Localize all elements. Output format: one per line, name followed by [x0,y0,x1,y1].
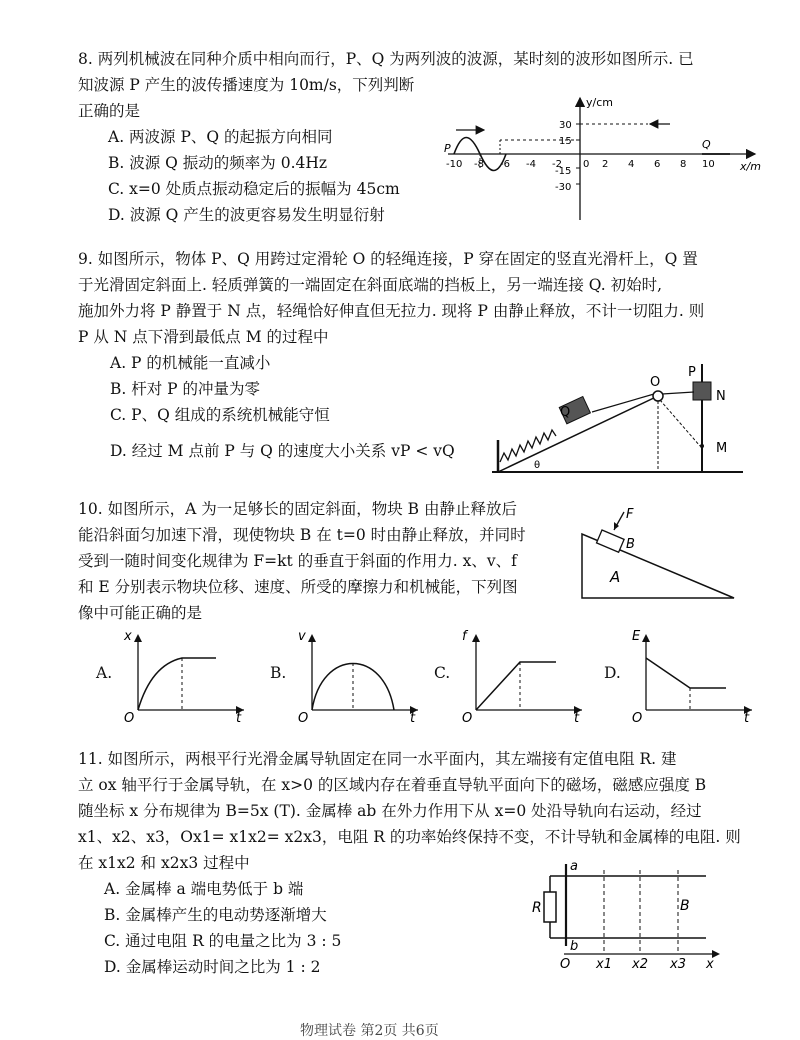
q11-label-field: B [680,898,690,914]
q10-label-a: A [610,568,621,586]
q11-option-a[interactable]: A. 金属棒 a 端电势低于 b 端 [104,880,304,898]
q11-stem-line-2: 立 ox 轴平行于金属导轨，在 x>0 的区域内存在着垂直导轨平面向下的磁场，磁感应强度 B [78,776,707,794]
q8-ytick-neg15: -15 [555,166,572,177]
q11-stem-line-3: 随坐标 x 分布规律为 B=5x (T). 金属棒 ab 在外力作用下从 x=0 处沿导轨向右运动，经过 [78,802,702,820]
q9-stem-line-1: 9. 如图所示，物体 P、Q 用跨过定滑轮 O 的轻绳连接，P 穿在固定的竖直光滑杆上，Q 置 [78,250,698,268]
q10-graph-a-plot [120,630,250,722]
q10-graph-c-ylabel: f [462,630,467,644]
q10-graph-d-curve [646,658,726,688]
q8-ytick-neg30: -30 [555,182,572,193]
q10-graph-d-label: D. [604,664,621,682]
q10-graph-a-origin: O [124,711,135,722]
q10-graph-a-label: A. [96,664,113,682]
q8-xtick: 2 [602,159,609,170]
q11-stem-line-4: x1、x2、x3，Ox1= x1x2= x2x3，电阻 R 的功率始终保持不变，不计导轨和金属棒的电阻. 则 [78,828,741,846]
q8-xtick: 4 [628,159,635,170]
q8-option-a[interactable]: A. 两波源 P、Q 的起振方向相同 [108,128,333,146]
q11-label-x3: x3 [670,957,686,970]
page-footer: 物理试卷 第2页 共6页 [300,1023,439,1039]
q10-label-b: B [626,537,635,552]
q8-wave-figure [440,92,770,232]
q8-xtick: 6 [654,159,661,170]
q8-xtick: -2 [552,159,562,170]
q10-graph-c-origin: O [462,711,473,722]
q9-dashed-rope-m [660,400,700,446]
q10-stem-line-1: 10. 如图所示，A 为一足够长的固定斜面，物块 B 由静止释放后 [78,500,517,518]
q11-label-x2: x2 [632,957,648,970]
q8-stem-line-3: 正确的是 [78,102,141,120]
q9-label-angle: θ [534,460,541,471]
q9-block-p [693,382,711,400]
q8-xtick: -8 [474,159,484,170]
q10-graph-c-xlabel: t [574,711,580,722]
q10-stem-line-3: 受到一随时间变化规律为 F=kt 的垂直于斜面的作用力. x、v、f [78,552,517,570]
q10-graph-c-curve [476,662,556,710]
q11-label-a: a [570,859,578,874]
q8-option-d[interactable]: D. 波源 Q 产生的波更容易发生明显衍射 [108,206,385,224]
q8-option-c[interactable]: C. x=0 处质点振动稳定后的振幅为 45cm [108,180,400,198]
q8-y-label: y/cm [586,96,613,109]
q8-xtick: 8 [680,159,687,170]
q11-option-b[interactable]: B. 金属棒产生的电动势逐渐增大 [104,906,327,924]
q10-graph-d-origin: O [632,711,643,722]
q11-rail-figure [530,858,730,970]
q10-stem-line-5: 像中可能正确的是 [78,604,203,622]
q8-label-q: Q [702,138,711,151]
q9-label-p: P [688,365,696,380]
q10-graph-c-label: C. [434,664,451,682]
q11-option-c[interactable]: C. 通过电阻 R 的电量之比为 3 : 5 [104,932,342,950]
q9-label-q: Q [560,405,571,420]
q10-stem-line-2: 能沿斜面匀加速下滑，现使物块 B 在 t=0 时由静止释放，并同时 [78,526,526,544]
q10-graph-b-origin: O [298,711,309,722]
q11-label-x1: x1 [596,957,612,970]
q10-graph-d-ylabel: E [632,630,641,644]
q9-stem-line-4: P 从 N 点下滑到最低点 M 的过程中 [78,328,329,346]
q8-stem-line-1: 8. 两列机械波在同种介质中相向而行，P、Q 为两列波的波源，某时刻的波形如图所示. 已 [78,50,694,68]
q8-ytick-15: 15 [559,136,572,147]
q9-option-d[interactable]: D. 经过 M 点前 P 与 Q 的速度大小关系 vP < vQ [110,442,455,460]
q10-graph-b-plot [294,630,424,722]
q10-graph-a-xlabel: t [236,711,242,722]
q9-label-o: O [650,375,661,390]
q11-resistor [544,892,556,922]
q11-option-d[interactable]: D. 金属棒运动时间之比为 1 : 2 [104,958,321,976]
q8-xtick: 0 [583,159,590,170]
q9-pulley [653,391,663,401]
q11-label-o: O [560,957,571,970]
q11-label-x: x [706,957,714,970]
q9-rope-p [662,392,694,394]
q10-graph-a-ylabel: x [124,630,132,644]
q11-label-b: b [570,939,579,954]
q9-stem-line-3: 施加外力将 P 静置于 N 点，轻绳恰好伸直但无拉力. 现将 P 由静止释放，不计一切阻力. 则 [78,302,705,320]
q10-graph-b-xlabel: t [410,711,416,722]
q10-graph-b-label: B. [270,664,287,682]
q9-label-m: M [716,441,728,456]
q9-stem-line-2: 于光滑固定斜面上. 轻质弹簧的一端固定在斜面底端的挡板上，另一端连接 Q. 初始时, [78,276,662,294]
q8-option-b[interactable]: B. 波源 Q 振动的频率为 0.4Hz [108,154,328,172]
q10-label-f: F [626,507,634,522]
q8-xtick: -6 [500,159,510,170]
q8-xtick: 10 [702,159,715,170]
q11-stem-line-5: 在 x1x2 和 x2x3 过程中 [78,854,250,872]
q9-pulley-figure [488,360,748,480]
q10-incline-figure [574,502,744,602]
q8-label-p: P [444,142,451,155]
q10-graph-c-plot [458,630,588,722]
q10-stem-line-4: 和 E 分别表示物块位移、速度、所受的摩擦力和机械能，下列图 [78,578,518,596]
q11-label-r: R [532,900,542,916]
q10-graph-d-plot [628,630,758,722]
q9-option-c[interactable]: C. P、Q 组成的系统机械能守恒 [110,406,330,424]
q9-label-n: N [716,389,726,404]
q9-option-b[interactable]: B. 杆对 P 的冲量为零 [110,380,261,398]
q8-xtick: -4 [526,159,536,170]
q10-graph-b-ylabel: v [298,630,306,644]
q10-graph-a-curve [138,658,216,710]
q8-stem-line-2: 知波源 P 产生的波传播速度为 10m/s，下列判断 [78,76,415,94]
q10-graph-d-xlabel: t [744,711,750,722]
q8-xtick: -10 [446,159,463,170]
q8-ytick-30: 30 [559,120,572,131]
q8-x-label: x/m [740,160,761,173]
q9-option-a[interactable]: A. P 的机械能一直减小 [110,354,271,372]
q11-stem-line-1: 11. 如图所示，两根平行光滑金属导轨固定在同一水平面内，其左端接有定值电阻 R. 建 [78,750,677,768]
